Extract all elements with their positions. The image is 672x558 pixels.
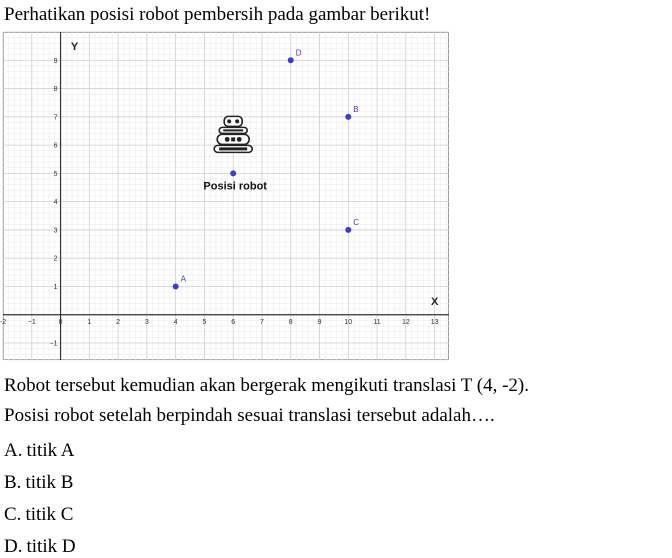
option-c[interactable]	[4, 504, 73, 526]
option-letter: B.	[4, 472, 22, 493]
x-tick-label: 7	[260, 318, 264, 326]
y-tick-label: 1	[53, 283, 58, 291]
x-tick-label: 4	[173, 318, 178, 326]
y-tick-label: 6	[53, 142, 58, 150]
y-tick-label: 4	[53, 199, 58, 207]
option-letter: A.	[4, 440, 23, 461]
question-prompt: Posisi robot setelah berpindah sesuai translasi tersebut adalah….	[4, 405, 495, 426]
y-tick-label: 8	[53, 86, 58, 94]
robot-position-point	[230, 170, 236, 176]
option-letter: D.	[4, 536, 23, 557]
point-c	[345, 227, 351, 233]
y-tick-label: 7	[53, 114, 58, 122]
x-tick-label: 6	[231, 318, 236, 326]
y-tick-label: 9	[53, 57, 58, 65]
option-b[interactable]	[4, 472, 73, 494]
point-d	[288, 57, 294, 63]
y-tick-label: 5	[53, 170, 58, 178]
x-axis-label: X	[430, 295, 439, 308]
x-tick-label: 5	[202, 318, 207, 326]
x-tick-label: 2	[116, 318, 121, 326]
x-tick-label: -2	[0, 318, 7, 326]
coordinate-graph	[0, 32, 449, 360]
x-tick-label: 1	[87, 318, 92, 326]
x-tick-label: 0	[58, 318, 63, 326]
option-text: titik C	[25, 504, 74, 525]
option-text: titik B	[25, 472, 74, 493]
x-tick-label: 12	[401, 318, 410, 326]
option-a[interactable]	[4, 440, 75, 462]
question-intro: Perhatikan posisi robot pembersih pada gambar berikut!	[4, 4, 431, 25]
x-tick-label: 13	[430, 318, 439, 326]
point-b	[345, 114, 351, 120]
point-d-label: D	[295, 48, 302, 58]
y-tick-label: −1	[49, 340, 58, 348]
x-tick-label: 8	[288, 318, 293, 326]
x-tick-label: 9	[317, 318, 322, 326]
option-letter: C.	[4, 504, 22, 525]
point-c-label: C	[353, 217, 360, 227]
point-b-label: B	[353, 104, 359, 114]
y-tick-label: 3	[53, 227, 58, 235]
x-tick-label: −1	[27, 318, 36, 326]
y-axis-label: Y	[70, 41, 79, 54]
x-tick-label: 3	[144, 318, 149, 326]
y-tick-label: 2	[53, 255, 58, 263]
x-tick-label: 11	[373, 318, 381, 326]
question-translation-text: Robot tersebut kemudian akan bergerak mengikuti translasi T (4, -2).	[4, 375, 530, 396]
option-d[interactable]	[4, 536, 76, 558]
x-tick-label: 10	[344, 318, 353, 326]
point-a	[173, 283, 179, 289]
option-text: titik A	[26, 440, 75, 461]
robot-position-label: Posisi robot	[203, 180, 267, 193]
option-text: titik D	[26, 536, 76, 557]
point-a-label: A	[180, 274, 186, 284]
